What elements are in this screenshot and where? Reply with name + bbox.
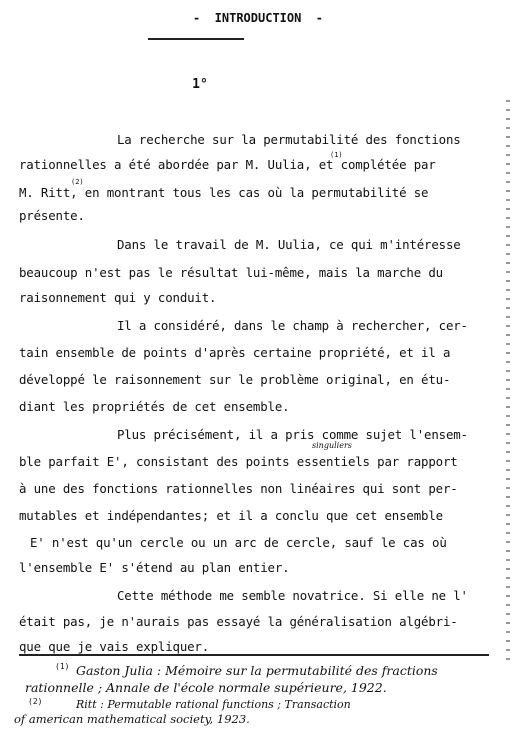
footnote-mark: (2) [28,697,43,706]
body-line: rationnelles a été abordée par M. Uulia, et complétée par [19,157,436,172]
body-line: l'ensemble E' s'étend au plan entier. [19,560,290,575]
footnote-2-line-1: Ritt : Permutable rational functions ; Transaction [76,698,351,711]
body-line: E' n'est qu'un cercle ou un arc de cercle, sauf le cas où [30,535,447,550]
body-line: tain ensemble de points d'après certaine propriété, et il a [19,345,451,360]
section-number: 1° [192,77,208,92]
footnote-mark: (1) [55,662,70,671]
footnote-ref: (2) [71,178,84,186]
body-line: à une des fonctions rationnelles non linéaires qui sont per- [19,481,458,496]
body-line: développé le raisonnement sur le problème original, en étu- [19,372,451,387]
body-line: diant les propriétés de cet ensemble. [19,399,290,414]
body-line: Il a considéré, dans le champ à rechercher, cer- [117,318,468,333]
body-line: M. Ritt, en montrant tous les cas où la permutabilité se [19,185,429,200]
scan-edge-marks [506,100,510,660]
page-header: - INTRODUCTION - [192,11,324,25]
handwritten-insertion: singuliers [312,441,352,450]
body-line: raisonnement qui y conduit. [19,290,217,305]
footnote-rule [19,654,489,656]
header-underline [148,38,244,40]
body-line: La recherche sur la permutabilité des fonctions [117,132,461,147]
body-line: beaucoup n'est pas le résultat lui-même, mais la marche du [19,265,443,280]
body-line: ble parfait E', consistant des points essentiels par rapport [19,454,458,469]
body-line: Dans le travail de M. Uulia, ce qui m'intéresse [117,237,461,252]
body-line: Cette méthode me semble novatrice. Si elle ne l' [117,588,468,603]
footnote-1-line-1: Gaston Julia : Mémoire sur la permutabilité des fractions [76,663,438,678]
body-line: était pas, je n'aurais pas essayé la généralisation algébri- [19,614,458,629]
footnote-2-line-2: of american mathematical society, 1923. [14,712,250,726]
body-line: mutables et indépendantes; et il a conclu que cet ensemble [19,508,443,523]
footnote-ref: (1) [330,151,343,159]
body-line: Plus précisément, il a pris comme sujet l'ensem- [117,427,468,442]
body-line: présente. [19,208,85,223]
body-line: que que je vais expliquer. [19,639,210,654]
footnote-1-line-2: rationnelle ; Annale de l'école normale supérieure, 1922. [25,680,387,695]
